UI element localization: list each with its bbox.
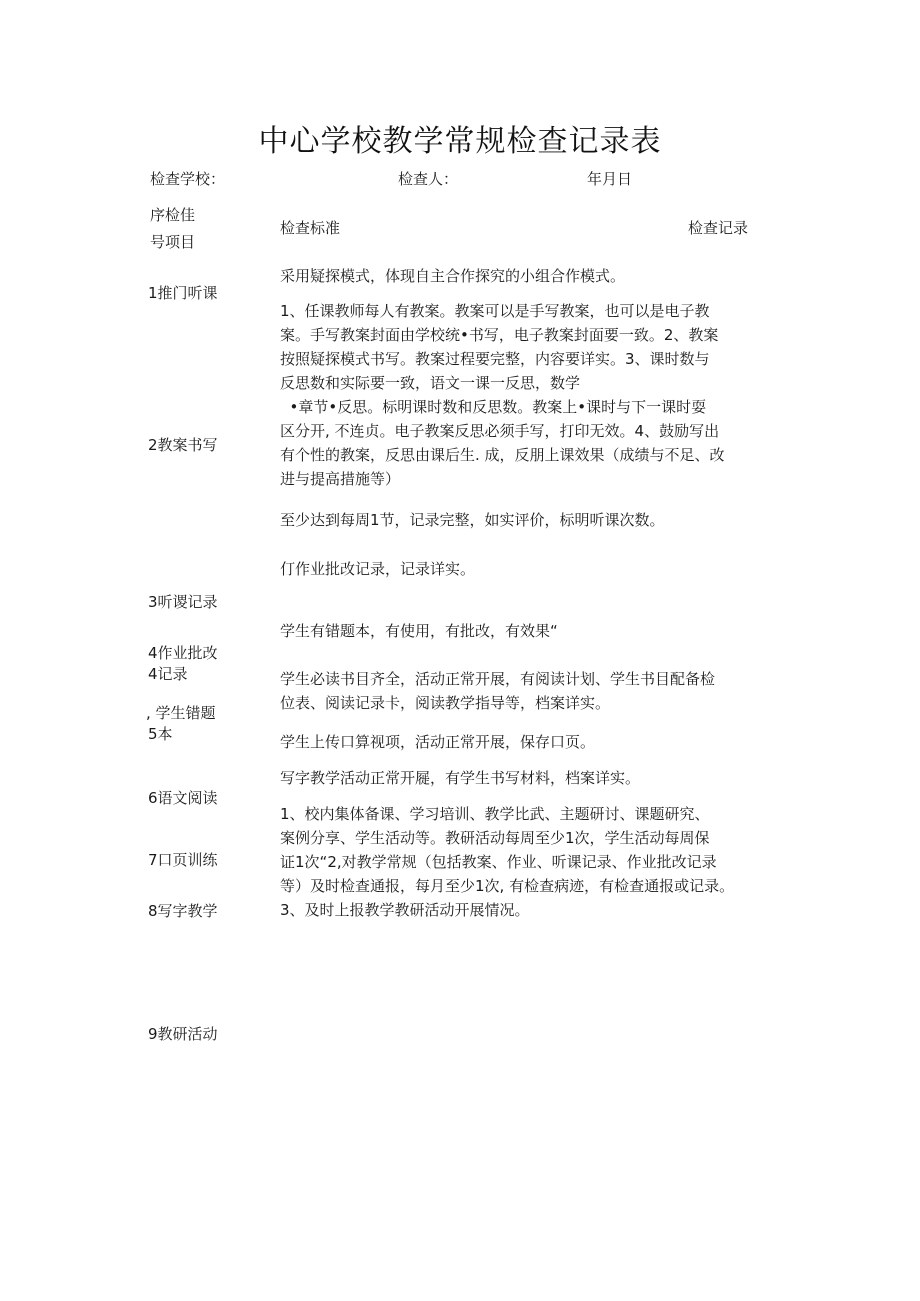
standard-line: 仃作业批改记录，记录详实。 — [280, 560, 476, 578]
standard-line: 区分开, 不连贞。电子教案反思必须手写，打印无效。4、鼓励写出 — [280, 422, 720, 440]
item-label: 6语文阅读 — [148, 789, 218, 807]
standard-line: 1、校内集体备课、学习培训、教学比武、主题研讨、课题研究、 — [280, 805, 710, 823]
header-record: 检查记录 — [688, 219, 749, 237]
item-label: 4作业批改 — [148, 644, 218, 662]
page-title: 中心学校教学常规检查记录表 — [258, 124, 662, 159]
standard-line: 按照疑探模式书写。教案过程要完整，内容要详实。3、课时数与 — [280, 350, 710, 368]
header-standard: 检查标准 — [280, 219, 341, 237]
standard-line: 学生必读书目齐全，活动正常开展，有阅读计划、学生书目配备检 — [280, 670, 716, 688]
standard-line: 1、任课教师每人有教案。教案可以是手写教案，也可以是电子教 — [280, 302, 710, 320]
standard-line: 采用疑探模式，体现自主合作探究的小组合作模式。 — [280, 267, 626, 285]
standard-line: 案例分享、学生活动等。教研活动每周至少1次，学生活动每周保 — [280, 829, 710, 847]
standard-line: 案。手写教案封面由学校统•书写，电子教案封面要一致。2、教案 — [280, 326, 719, 344]
item-label: 3听谡记录 — [148, 593, 218, 611]
header-seq-item-line2: 号项目 — [150, 233, 196, 251]
standard-line: •章节•反思。标明课时数和反思数。教案上•课时与下一课时耍 — [280, 398, 707, 416]
standard-line: 等）及时检查通报，每月至少1次, 有检查病迹，有检查通报或记录。 — [280, 877, 735, 895]
standard-text — [280, 264, 778, 288]
item-label: 5本 — [148, 725, 173, 743]
standard-line: 写字教学活动正常开屣，有学生书写材料，档案详实。 — [280, 769, 641, 787]
standard-text — [280, 667, 778, 715]
standard-text — [280, 730, 778, 754]
item-label: 8写字教学 — [148, 902, 218, 920]
item-label: 2教案书写 — [148, 436, 218, 454]
item-label: 4记录 — [148, 665, 188, 683]
standard-text — [280, 299, 778, 491]
standard-line: 学生有错题本，有使用，有批改，有效果“ — [280, 622, 558, 640]
standard-text — [280, 557, 778, 581]
standard-line: 3、及时上报教学教研活动开展情况。 — [280, 901, 530, 919]
header-seq-item-line1: 序检佳 — [150, 206, 196, 224]
item-label: 7口页训练 — [148, 851, 218, 869]
inspector-label: 检查人： — [398, 170, 459, 188]
date-label: 年月日 — [587, 170, 633, 188]
standard-line: 至少达到每周1节，记录完整，如实评价，标明听课次数。 — [280, 511, 665, 529]
standard-line: 证1次“2,对教学常规（包括教案、作业、听课记录、作业批改记录 — [280, 853, 717, 871]
standard-line: 位表、阅读记录卡，阅读教学指导等，档案详实。 — [280, 694, 611, 712]
standard-line: 学生上传口算视项，活动正常开展，保存口页。 — [280, 733, 596, 751]
item-label: 1推门听课 — [148, 284, 218, 302]
item-label: , 学生错题 — [146, 704, 216, 722]
standard-line: 有个性的教案，反思由课后生. 成，反朋上课效果（成绩与不足、改 — [280, 446, 725, 464]
standard-line: 反思数和实际要一致，语文一课一反思，数学 — [280, 374, 581, 392]
standard-line: 进与提高措施等） — [280, 470, 401, 488]
standard-text — [280, 508, 778, 532]
standard-text — [280, 619, 778, 643]
school-label: 检查学校： — [150, 170, 226, 188]
standard-text — [280, 766, 778, 790]
item-label: 9教研活动 — [148, 1025, 218, 1043]
standard-text — [280, 802, 778, 922]
